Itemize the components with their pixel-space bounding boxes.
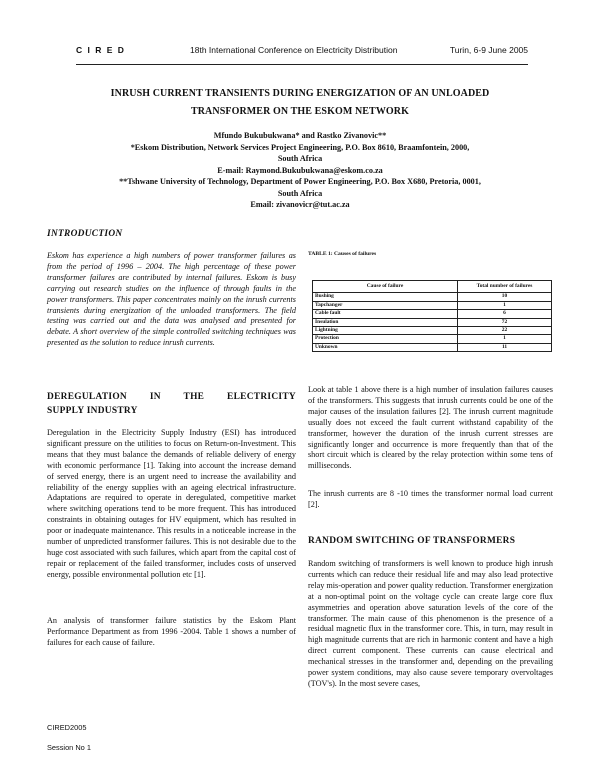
email-1: E-mail: Raymond.Bukubukwana@eskom.co.za [217, 165, 383, 175]
conference-name: 18th International Conference on Electricity Distribution [190, 45, 398, 55]
deregulation-heading-line-1: DEREGULATION IN THE ELECTRICITY [47, 392, 296, 402]
table-cell-count: 11 [458, 343, 552, 351]
table-cell-cause: Tapchanger [313, 301, 458, 309]
table-header-row [313, 281, 552, 293]
table-cell-cause: Cable fault [313, 310, 458, 318]
table-cell-cause: Protection [313, 335, 458, 343]
table-cell-count: 10 [458, 293, 552, 301]
table-caption: TABLE 1: Causes of failures [308, 251, 377, 257]
inrush-magnitude-paragraph: The inrush currents are 8 -10 times the transformer normal load current [2]. [308, 489, 553, 509]
email-2: Email: zivanovicr@tut.ac.za [250, 200, 350, 209]
deregulation-heading-line-2: SUPPLY INDUSTRY [47, 406, 138, 416]
author-block [90, 130, 510, 211]
table-row [313, 343, 552, 351]
table-row [313, 327, 552, 335]
introduction-text: Eskom has experience a high numbers of power transformer failures as from the period of 1996 – 2004. The high percentage of these power transformer failures are contributed by internal failures. Eskom is busy carrying out research studies on the influence of through faults in the power transformers. This paper concentrates mainly on the inrush currents transients during energization of the unloaded transformers. The field testing was carried out and the data was analysed and presented for debate. A short overview of the simple controlled switching techniques was presented as the solution to reduce inrush currents. [47, 251, 296, 348]
table-cell-count: 1 [458, 335, 552, 343]
author-names: Mfundo Bukubukwana* and Rastko Zivanovic** [213, 131, 387, 140]
footer-conference: CIRED2005 [47, 723, 87, 732]
table-cell-cause: Unknown [313, 343, 458, 351]
insulation-failure-paragraph: Look at table 1 above there is a high number of insulation failures causes of the transformers. This suggests that inrush currents could be one of the major causes of the insulation failures [2]. The inrush current magnitude usually does not exceed the fault current withstand capability of the transformer, however the duration of the inrush current stresses are significantly longer and occurrence is more frequently than that of the short circuit which is cleared by the relay protection within some tens of milliseconds. [308, 385, 553, 471]
affiliation-1-country: South Africa [277, 154, 323, 163]
causes-of-failures-table [312, 280, 552, 352]
table-cell-count: 1 [458, 301, 552, 309]
table-cell-count: 22 [458, 327, 552, 335]
table-cell-cause: Lightning [313, 327, 458, 335]
footer-session: Session No 1 [47, 743, 91, 752]
random-switching-heading: RANDOM SWITCHING OF TRANSFORMERS [308, 536, 516, 546]
table-cell-cause: Insulation [313, 318, 458, 326]
deregulation-heading [47, 390, 296, 418]
deregulation-paragraph-2: An analysis of transformer failure statistics by the Eskom Plant Performance Department as from 1996 -2004. Table 1 shows a number of failures for each cause of failure. [47, 616, 296, 647]
column-header-total: Total number of failures [458, 281, 552, 293]
table-row [313, 293, 552, 301]
conference-date: Turin, 6-9 June 2005 [449, 45, 528, 55]
table-row [313, 318, 552, 326]
paper-title-line-1: INRUSH CURRENT TRANSIENTS DURING ENERGIZATION OF AN UNLOADED [110, 88, 490, 99]
table-row [313, 301, 552, 309]
affiliation-1: *Eskom Distribution, Network Services Project Engineering, P.O. Box 8610, Braamfontein, 2000, [130, 142, 470, 152]
conference-acronym: C I R E D [76, 45, 126, 55]
introduction-heading: INTRODUCTION [47, 229, 123, 239]
column-header-cause: Cause of failure [313, 281, 458, 293]
header-rule [76, 64, 528, 65]
affiliation-2-country: South Africa [277, 188, 323, 198]
table-row [313, 335, 552, 343]
random-switching-paragraph: Random switching of transformers is well known to produce high inrush currents which can reduce their residual life and may also lead protective relay mis-operation and power quality reduction. Transformer energization at a non-optimal point on the voltage cycle can create large core flux asymmetries and operation above saturation levels of the core of the transformer. The main cause of this phenomenon is the presence of a residual magnetic flux in the transformer core. This, in turn, may result in high magnitude currents that are rich in harmonic content and have a high direct current component. These currents can cause electrical and mechanical stresses in the transformer and, depending on the prevailing power system conditions, may also cause severe temporary overvoltages (TOV's). In the most severe cases, [308, 559, 553, 688]
table-cell-cause: Bushing [313, 293, 458, 301]
table-cell-count: 6 [458, 310, 552, 318]
table-cell-count: 72 [458, 318, 552, 326]
deregulation-paragraph-1: Deregulation in the Electricity Supply Industry (ESI) has introduced significant pressure on the utilities to focus on Return-on-Investment. This means that they must balance the demands of reliable delivery of energy with economic performance [1]. Taking into account the increase demand of served energy, there is an urgent need to increase the availability and reliability of the energy supplies with an ageing electrical infrastructure. Adaptations are required to operate in deregulated, competitive market where switching operations tend to be more frequent. This has introduced constraints in obtaining outages for HV equipment, which has resulted in poor or inadequate maintenance. This results in a noticeable increase in the number of unpredicted transformer failures. This is not desirable due to the huge cost associated with such failures, which apart from the capital cost of repair or replacement of the failed transformer, includes costs of unserved energy, possible environmental pollution etc [1]. [47, 428, 296, 579]
paper-title-line-2: TRANSFORMER ON THE ESKOM NETWORK [190, 106, 410, 117]
affiliation-2: **Tshwane University of Technology, Department of Power Engineering, P.O. Box X680, Pretoria, 0001, [119, 177, 481, 186]
table-row [313, 310, 552, 318]
